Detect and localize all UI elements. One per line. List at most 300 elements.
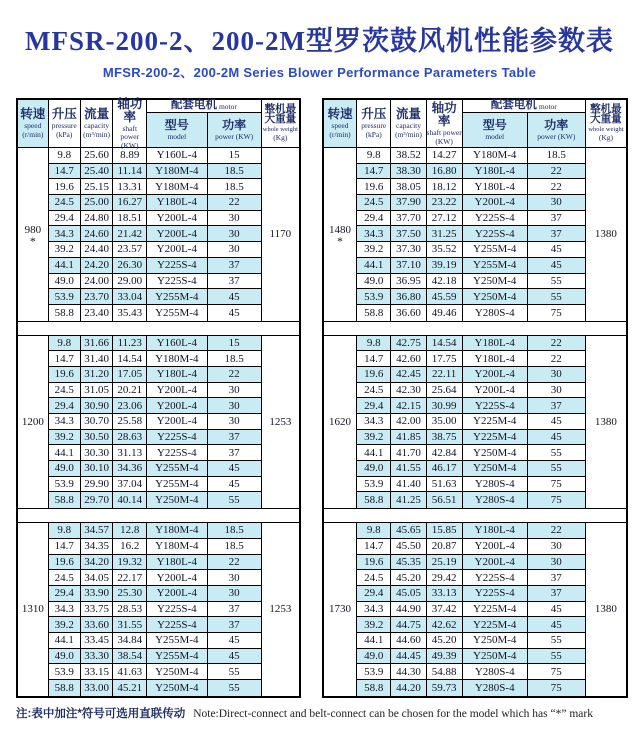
shaft-power-cell: 49.39 — [427, 649, 463, 665]
capacity-unit: (m³/min) — [395, 130, 422, 140]
shaft-power-label-en: shaft power — [426, 127, 462, 137]
motor-model-cell: Y225S-4 — [463, 211, 528, 227]
motor-model-cell: Y280S-4 — [463, 664, 528, 680]
capacity-cell: 45.20 — [391, 570, 426, 586]
shaft-power-cell: 25.19 — [427, 555, 463, 571]
pressure-cell: 19.6 — [357, 367, 392, 383]
pressure-cell: 34.3 — [49, 226, 81, 242]
motor-label-cn: 配套电机 — [490, 98, 537, 111]
motor-power-cell: 22 — [208, 555, 261, 571]
motor-model-cell: Y200L-4 — [147, 383, 207, 399]
pressure-cell: 58.8 — [49, 305, 81, 321]
motor-model-cell: Y180L-4 — [147, 555, 207, 571]
col-header-motor — [463, 100, 585, 113]
capacity-cell: 24.80 — [81, 211, 114, 227]
capacity-cell: 31.66 — [81, 336, 114, 352]
tables-container — [16, 98, 629, 698]
motor-label-cn: 配套电机 — [170, 98, 217, 111]
col-header-shaft-power — [427, 100, 463, 147]
pressure-cell: 49.0 — [49, 274, 81, 290]
motor-power-cell: 37 — [208, 258, 261, 274]
speed-label-en: speed — [331, 121, 349, 131]
pressure-cell: 19.6 — [357, 555, 392, 571]
pressure-cell: 9.8 — [357, 336, 392, 352]
capacity-cell: 31.20 — [81, 367, 114, 383]
pressure-cell: 9.8 — [49, 148, 81, 164]
pressure-cell: 44.1 — [357, 445, 392, 461]
pressure-cell: 14.7 — [49, 351, 81, 367]
capacity-cell: 25.60 — [81, 148, 114, 164]
capacity-cell: 42.15 — [391, 398, 426, 414]
pressure-cell: 44.1 — [49, 445, 81, 461]
motor-model-cell: Y180M-4 — [463, 148, 528, 164]
pressure-cell: 49.0 — [49, 649, 81, 665]
capacity-cell: 30.50 — [81, 430, 114, 446]
capacity-cell: 37.70 — [391, 211, 426, 227]
performance-table-left — [16, 98, 301, 698]
motor-power-cell: 45 — [228, 306, 240, 319]
capacity-cell: 41.25 — [391, 492, 426, 508]
shaft-power-cell: 16.27 — [113, 195, 147, 211]
capacity-cell: 24.20 — [81, 258, 114, 274]
capacity-cell: 29.70 — [81, 492, 114, 508]
motor-model-cell: Y280S-4 — [463, 305, 528, 321]
capacity-cell: 37.90 — [391, 195, 426, 211]
shaft-power-cell: 54.88 — [427, 664, 463, 680]
model-label-cn: 型号 — [482, 118, 507, 133]
shaft-power-cell: 40.14 — [113, 492, 147, 508]
col-header-speed — [18, 100, 49, 147]
pressure-cell: 44.1 — [49, 258, 81, 274]
capacity-cell: 36.60 — [391, 305, 426, 321]
capacity-cell: 24.60 — [81, 226, 114, 242]
capacity-cell: 44.60 — [391, 633, 426, 649]
pressure-cell: 39.2 — [49, 617, 81, 633]
capacity-cell: 30.10 — [81, 461, 114, 477]
shaft-power-cell: 25.58 — [113, 414, 147, 430]
weight-value: 1380 — [585, 336, 626, 509]
capacity-cell: 31.05 — [81, 383, 114, 399]
capacity-cell: 38.52 — [391, 148, 426, 164]
shaft-power-cell: 34.36 — [113, 461, 147, 477]
shaft-power-cell: 56.51 — [427, 492, 463, 508]
weight-value: 1253 — [261, 523, 299, 696]
motor-power-cell: 55 — [528, 289, 585, 305]
pressure-cell: 24.5 — [49, 195, 81, 211]
speed-value: 1200 — [21, 415, 44, 428]
capacity-cell: 42.00 — [391, 414, 426, 430]
pressure-cell: 34.3 — [49, 414, 81, 430]
shaft-power-cell: 11.23 — [113, 336, 147, 352]
shaft-power-cell: 20.21 — [113, 383, 147, 399]
weight-label-en: whole weight — [262, 125, 298, 133]
pressure-cell: 39.2 — [357, 430, 392, 446]
capacity-label-cn: 流量 — [84, 107, 110, 122]
motor-model-cell: Y200L-4 — [147, 242, 207, 258]
motor-model-cell: Y180L-4 — [463, 164, 528, 180]
shaft-power-cell: 17.05 — [113, 367, 147, 383]
motor-power-cell: 30 — [528, 367, 585, 383]
col-header-model — [147, 113, 207, 147]
motor-power-cell: 37 — [208, 445, 261, 461]
motor-power-cell: 30 — [208, 398, 261, 414]
capacity-cell: 34.05 — [81, 570, 114, 586]
motor-power-cell: 55 — [208, 492, 261, 508]
motor-model-cell: Y225S-4 — [463, 586, 528, 602]
motor-model-cell: Y255M-4 — [147, 477, 207, 493]
motor-model-cell: Y225S-4 — [463, 226, 528, 242]
shaft-power-cell: 28.53 — [113, 602, 147, 618]
pressure-cell: 58.8 — [357, 305, 392, 321]
weight-value: 1380 — [585, 523, 626, 696]
motor-model-cell: Y255M-4 — [147, 461, 207, 477]
col-header-weight — [585, 100, 626, 147]
shaft-power-label-en: shaft power — [120, 123, 140, 141]
motor-power-cell: 37 — [208, 617, 261, 633]
pressure-cell: 53.9 — [357, 477, 392, 493]
speed-value: 1310 — [21, 603, 44, 616]
motor-power-cell: 22 — [528, 336, 585, 352]
capacity-cell: 33.45 — [81, 633, 114, 649]
motor-model-cell: Y250M-4 — [463, 649, 528, 665]
motor-label-en: motor — [218, 102, 237, 112]
shaft-power-cell: 42.84 — [427, 445, 463, 461]
shaft-power-cell: 46.17 — [427, 461, 463, 477]
motor-model-cell: Y180M-4 — [147, 179, 207, 195]
motor-power-cell: 55 — [208, 680, 261, 696]
capacity-label-cn: 流量 — [395, 107, 421, 122]
shaft-power-cell: 22.17 — [113, 570, 147, 586]
speed-cell — [18, 336, 49, 509]
shaft-power-cell: 8.89 — [113, 148, 147, 164]
motor-model-cell: Y200L-4 — [463, 539, 528, 555]
pressure-cell: 24.5 — [357, 383, 392, 399]
motor-power-cell: 37 — [528, 398, 585, 414]
page-subtitle: MFSR-200-2、200-2M Series Blower Performance Parameters Table — [102, 65, 537, 80]
capacity-cell: 38.05 — [391, 179, 426, 195]
shaft-power-cell: 27.12 — [427, 211, 463, 227]
shaft-power-unit: (KW) — [121, 140, 139, 150]
motor-power-cell: 30 — [528, 195, 585, 211]
direct-connect-star: * — [29, 233, 36, 248]
shaft-power-cell: 30.99 — [427, 398, 463, 414]
capacity-cell: 44.30 — [391, 664, 426, 680]
motor-power-cell: 55 — [528, 274, 585, 290]
speed-group-1310 — [18, 522, 299, 696]
shaft-power-label-cn: 轴功率 — [117, 96, 143, 124]
speed-cell — [18, 523, 49, 696]
motor-power-cell: 75 — [550, 306, 562, 319]
speed-unit: (r/min) — [329, 130, 351, 140]
capacity-cell: 45.05 — [391, 586, 426, 602]
pressure-unit: (kPa) — [56, 130, 73, 140]
capacity-cell: 45.35 — [391, 555, 426, 571]
weight-value: 1170 — [261, 148, 299, 321]
page-title: MFSR-200-2、200-2M型罗茨鼓风机性能参数表 — [25, 26, 614, 56]
motor-model-cell: Y225S-4 — [147, 258, 207, 274]
model-label-cn: 型号 — [164, 118, 189, 133]
col-header-pressure — [357, 100, 392, 147]
motor-power-cell: 30 — [208, 242, 261, 258]
capacity-cell: 33.60 — [81, 617, 114, 633]
motor-model-cell: Y200L-4 — [147, 570, 207, 586]
direct-connect-star: * — [336, 233, 343, 248]
motor-model-cell: Y225S-4 — [147, 430, 207, 446]
col-header-capacity — [81, 100, 114, 147]
pressure-cell: 34.3 — [357, 602, 392, 618]
power-label-cn: 功率 — [544, 118, 569, 133]
pressure-cell: 58.8 — [49, 680, 81, 696]
speed-cell — [18, 148, 49, 321]
motor-power-cell: 22 — [528, 351, 585, 367]
motor-model-cell: Y160L-4 — [147, 148, 207, 164]
shaft-power-cell: 59.73 — [427, 680, 463, 696]
capacity-cell: 36.80 — [391, 289, 426, 305]
footnote-english: Note:Direct-connect and belt-connect can be chosen for the model which has “*” mark — [193, 707, 593, 720]
capacity-cell: 24.40 — [81, 242, 114, 258]
motor-power-cell: 37 — [208, 430, 261, 446]
shaft-power-cell: 51.63 — [427, 477, 463, 493]
pressure-cell: 34.3 — [49, 602, 81, 618]
capacity-label-en: capacity — [396, 121, 421, 131]
motor-model-cell: Y225S-4 — [463, 570, 528, 586]
motor-power-cell: 75 — [528, 680, 585, 696]
pressure-cell: 39.2 — [49, 242, 81, 258]
motor-power-cell: 45 — [528, 414, 585, 430]
motor-power-cell: 55 — [528, 649, 585, 665]
motor-power-cell: 37 — [528, 211, 585, 227]
page — [0, 19, 639, 756]
weight-label-cn-line1: 整机最 — [590, 103, 622, 115]
speed-group-1730 — [324, 522, 626, 696]
shaft-power-cell: 31.25 — [427, 226, 463, 242]
shaft-power-cell: 33.13 — [427, 586, 463, 602]
motor-model-cell: Y255M-4 — [147, 289, 207, 305]
motor-power-cell: 45 — [208, 461, 261, 477]
motor-power-cell: 22 — [528, 523, 585, 539]
shaft-power-cell: 45.21 — [113, 680, 147, 696]
speed-unit: (r/min) — [22, 130, 44, 140]
motor-power-cell: 37 — [528, 570, 585, 586]
capacity-cell: 44.90 — [391, 602, 426, 618]
capacity-cell: 45.65 — [391, 523, 426, 539]
motor-model-cell: Y250M-4 — [147, 680, 207, 696]
pressure-cell: 44.1 — [49, 633, 81, 649]
motor-model-cell: Y180L-4 — [147, 367, 207, 383]
motor-model-cell: Y225S-4 — [147, 617, 207, 633]
pressure-cell: 29.4 — [49, 586, 81, 602]
capacity-cell: 42.75 — [391, 336, 426, 352]
shaft-power-cell: 31.13 — [113, 445, 147, 461]
capacity-cell: 36.95 — [391, 274, 426, 290]
motor-model-cell: Y255M-4 — [463, 258, 528, 274]
motor-power-cell: 75 — [528, 492, 585, 508]
capacity-cell: 33.75 — [81, 602, 114, 618]
pressure-cell: 24.5 — [49, 570, 81, 586]
shaft-power-cell: 17.75 — [427, 351, 463, 367]
pressure-cell: 49.0 — [49, 461, 81, 477]
power-label-en: power (KW) — [537, 131, 576, 141]
motor-power-cell: 37 — [528, 226, 585, 242]
capacity-cell: 44.45 — [391, 649, 426, 665]
motor-power-cell: 37 — [208, 602, 261, 618]
weight-label-cn-line2: 大重量 — [590, 114, 622, 126]
capacity-cell: 24.00 — [81, 274, 114, 290]
pressure-cell: 39.2 — [49, 430, 81, 446]
speed-cell — [324, 523, 357, 696]
motor-model-cell: Y180M-4 — [147, 539, 207, 555]
shaft-power-cell: 35.52 — [427, 242, 463, 258]
col-header-capacity — [391, 100, 426, 147]
shaft-power-cell: 18.51 — [113, 211, 147, 227]
pressure-cell: 29.4 — [357, 586, 392, 602]
shaft-power-cell: 38.54 — [113, 649, 147, 665]
shaft-power-cell: 29.00 — [113, 274, 147, 290]
table-header — [324, 100, 626, 148]
motor-power-cell: 45 — [208, 289, 261, 305]
pressure-label-cn: 升压 — [361, 107, 387, 122]
motor-power-cell: 18.5 — [208, 179, 261, 195]
shaft-power-cell: 25.64 — [427, 383, 463, 399]
shaft-power-cell: 14.54 — [427, 336, 463, 352]
capacity-cell: 25.40 — [81, 164, 114, 180]
capacity-cell: 34.57 — [81, 523, 114, 539]
weight-label-cn-line1: 整机最 — [264, 103, 297, 115]
shaft-power-cell: 20.87 — [427, 539, 463, 555]
shaft-power-cell: 12.8 — [113, 523, 147, 539]
pressure-cell: 14.7 — [357, 164, 392, 180]
motor-model-cell: Y280S-4 — [463, 680, 528, 696]
pressure-cell: 29.4 — [357, 398, 392, 414]
shaft-power-unit: (KW) — [435, 136, 453, 146]
pressure-cell: 24.5 — [357, 195, 392, 211]
motor-power-cell: 18.5 — [208, 164, 261, 180]
col-header-motor — [147, 100, 261, 113]
pressure-cell: 29.4 — [357, 211, 392, 227]
motor-model-cell: Y225M-4 — [463, 414, 528, 430]
motor-power-cell: 30 — [208, 570, 261, 586]
motor-power-cell: 75 — [528, 664, 585, 680]
pressure-cell: 24.5 — [49, 383, 81, 399]
capacity-cell: 34.35 — [81, 539, 114, 555]
motor-power-cell: 22 — [528, 164, 585, 180]
motor-model-cell: Y250M-4 — [147, 664, 207, 680]
motor-model-cell: Y255M-4 — [147, 633, 207, 649]
shaft-power-cell: 35.43 — [113, 305, 147, 321]
motor-model-cell: Y225S-4 — [147, 602, 207, 618]
motor-power-cell: 15 — [208, 148, 261, 164]
pressure-unit: (kPa) — [365, 130, 382, 140]
shaft-power-cell: 34.84 — [113, 633, 147, 649]
motor-model-cell: Y225M-4 — [463, 602, 528, 618]
motor-model-cell: Y225M-4 — [463, 430, 528, 446]
capacity-cell: 41.70 — [391, 445, 426, 461]
motor-model-cell: Y200L-4 — [463, 555, 528, 571]
shaft-power-cell: 25.30 — [113, 586, 147, 602]
capacity-cell: 33.00 — [81, 680, 114, 696]
pressure-cell: 24.5 — [357, 570, 392, 586]
pressure-cell: 58.8 — [49, 492, 81, 508]
speed-group-1200 — [18, 335, 299, 510]
shaft-power-cell: 22.11 — [427, 367, 463, 383]
power-label-cn: 功率 — [222, 118, 247, 133]
pressure-cell: 19.6 — [49, 179, 81, 195]
weight-value: 1253 — [261, 336, 299, 509]
pressure-cell: 14.7 — [49, 539, 81, 555]
motor-model-cell: Y200L-4 — [147, 414, 207, 430]
footnote — [16, 705, 639, 721]
motor-power-cell: 22 — [208, 367, 261, 383]
pressure-cell: 9.8 — [357, 523, 392, 539]
pressure-cell: 58.8 — [357, 680, 392, 696]
power-label-en: power (KW) — [215, 131, 254, 141]
motor-model-cell: Y225S-4 — [463, 398, 528, 414]
motor-model-cell: Y200L-4 — [147, 211, 207, 227]
shaft-power-cell: 16.80 — [427, 164, 463, 180]
motor-model-cell: Y250M-4 — [147, 492, 207, 508]
pressure-cell: 49.0 — [357, 649, 392, 665]
motor-model-cell: Y225M-4 — [463, 617, 528, 633]
speed-group-1620 — [324, 335, 626, 510]
capacity-cell: 30.70 — [81, 414, 114, 430]
motor-model-cell: Y200L-4 — [147, 226, 207, 242]
shaft-power-cell: 15.85 — [427, 523, 463, 539]
motor-power-cell: 45 — [528, 430, 585, 446]
motor-power-cell: 22 — [208, 195, 261, 211]
pressure-cell: 49.0 — [357, 461, 392, 477]
motor-model-cell: Y180L-4 — [463, 523, 528, 539]
shaft-power-cell: 23.06 — [113, 398, 147, 414]
pressure-cell: 53.9 — [357, 289, 392, 305]
motor-model-cell: Y250M-4 — [463, 633, 528, 649]
motor-power-cell: 45 — [528, 258, 585, 274]
capacity-cell: 25.00 — [81, 195, 114, 211]
motor-power-cell: 45 — [528, 242, 585, 258]
shaft-power-cell: 37.04 — [113, 477, 147, 493]
pressure-cell: 53.9 — [49, 664, 81, 680]
shaft-power-cell: 38.75 — [427, 430, 463, 446]
capacity-cell: 41.85 — [391, 430, 426, 446]
pressure-cell: 9.8 — [49, 336, 81, 352]
motor-power-cell: 55 — [528, 461, 585, 477]
col-header-speed — [324, 100, 357, 147]
capacity-cell: 38.30 — [391, 164, 426, 180]
motor-power-cell: 37 — [528, 586, 585, 602]
shaft-power-cell: 39.19 — [427, 258, 463, 274]
motor-power-cell: 18.5 — [528, 148, 585, 164]
footnote-chinese: 注:表中加注*符号可选用直联传动 — [16, 707, 186, 720]
motor-power-cell: 22 — [528, 179, 585, 195]
col-header-pressure — [49, 100, 81, 147]
speed-value: 1730 — [328, 603, 351, 616]
shaft-power-cell: 28.63 — [113, 430, 147, 446]
shaft-power-cell: 49.46 — [427, 305, 463, 321]
model-label-en: model — [167, 131, 187, 141]
speed-group-1480 — [324, 148, 626, 322]
shaft-power-cell: 37.42 — [427, 602, 463, 618]
motor-label-en: motor — [538, 102, 557, 112]
pressure-cell: 14.7 — [357, 351, 392, 367]
speed-value: 980 — [24, 223, 42, 236]
motor-model-cell: Y280S-4 — [463, 492, 528, 508]
pressure-cell: 53.9 — [357, 664, 392, 680]
shaft-power-cell: 42.62 — [427, 617, 463, 633]
capacity-cell: 33.90 — [81, 586, 114, 602]
shaft-power-cell: 41.63 — [113, 664, 147, 680]
pressure-label-en: pressure — [51, 121, 77, 131]
pressure-cell: 58.8 — [357, 492, 392, 508]
shaft-power-cell: 11.14 — [113, 164, 147, 180]
